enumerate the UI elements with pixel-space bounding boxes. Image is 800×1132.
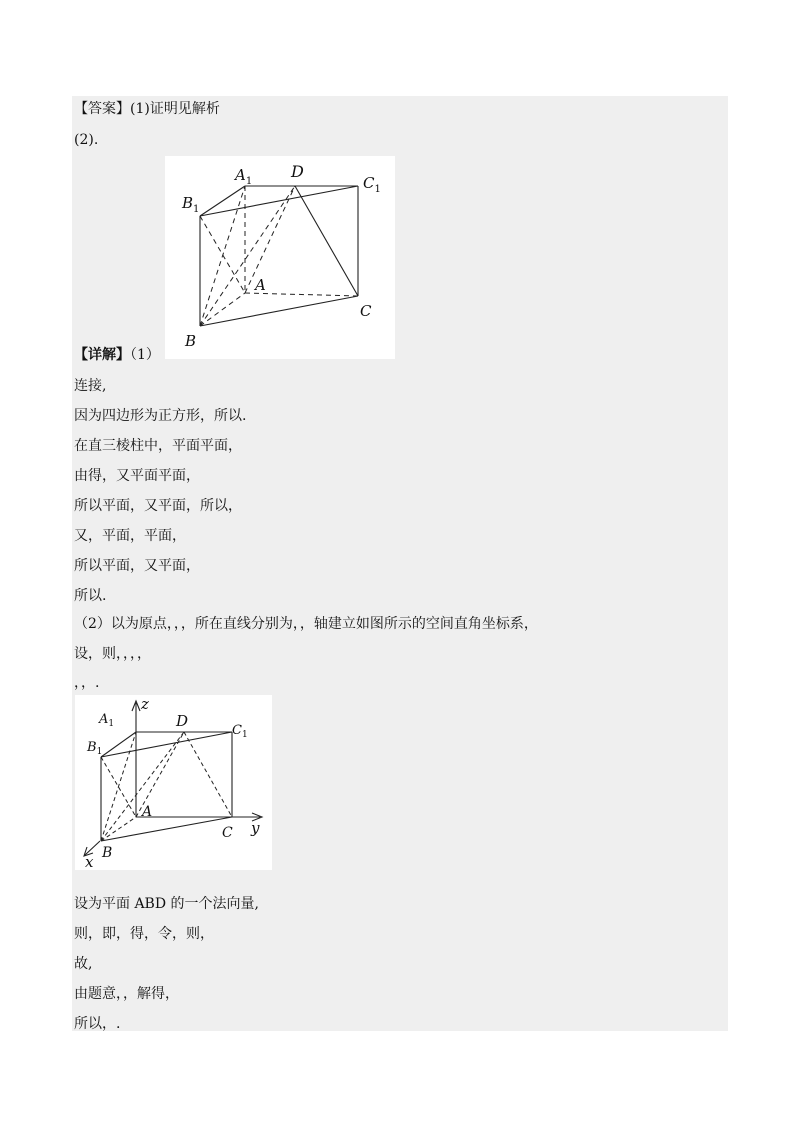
- tail-line-1: 设为平面 ABD 的一个法向量,: [74, 896, 259, 912]
- label-b: B: [185, 332, 197, 350]
- detail-line-10: 设，则，，，，: [74, 646, 151, 662]
- detail-line-5: 所以平面，又平面，所以，: [74, 498, 242, 514]
- prism-figure-2: [75, 695, 272, 870]
- edge-b1-c1: [200, 186, 358, 216]
- detail-heading: [74, 346, 160, 364]
- detail-line-3: 在直三棱柱中，平面平面，: [74, 438, 242, 454]
- edge2-b1-c1: [101, 732, 232, 757]
- label-a: A: [255, 276, 266, 294]
- hidden2-b-a1: [101, 732, 136, 841]
- label-c: C: [360, 302, 372, 320]
- tail-line-2: 则，即，得，令，则，: [74, 926, 214, 942]
- tail-line-4: 由题意，，解得，: [74, 986, 179, 1002]
- tail-line-5: 所以，.: [74, 1016, 121, 1032]
- prism-diagram-2: [75, 695, 272, 870]
- detail-part1-marker: （1）: [130, 347, 160, 363]
- edge2-b-c: [101, 817, 232, 841]
- tail-line-3: 故,: [74, 956, 93, 972]
- label2-y: y: [251, 819, 260, 837]
- detail-line-9: （2）以为原点，，，所在直线分别为，，轴建立如图所示的空间直角坐标系，: [74, 616, 538, 632]
- label-d: D: [291, 162, 304, 181]
- label2-x: x: [85, 853, 94, 870]
- label2-b1: $B_1$: [87, 740, 103, 757]
- hidden-edge-b-a1: [200, 186, 245, 326]
- answer-heading: [74, 100, 220, 118]
- hidden2-d-c: [184, 732, 232, 817]
- prism-figure-1: [165, 156, 395, 359]
- edge-b-c: [200, 296, 358, 326]
- label-a1: $A_1$: [235, 166, 253, 187]
- detail-line-1: 连接,: [74, 378, 107, 394]
- label2-z: z: [141, 695, 149, 713]
- detail-line-2: 因为四边形为正方形，所以.: [74, 408, 247, 424]
- detail-label: 【详解】: [74, 347, 130, 363]
- label-c1: $C_1$: [363, 174, 381, 195]
- label2-c: C: [222, 825, 233, 841]
- label2-a1: $A_1$: [99, 712, 115, 729]
- label-b1: $B_1$: [182, 194, 200, 215]
- detail-line-4: 由得，又平面平面，: [74, 468, 200, 484]
- prism-diagram-1: [165, 156, 395, 359]
- answer-label: 【答案】: [74, 101, 130, 117]
- detail-line-11: ，，.: [74, 675, 100, 691]
- detail-line-8: 所以.: [74, 588, 107, 604]
- label2-c1: $C_1$: [232, 723, 248, 740]
- hidden-edge-a-d: [245, 186, 295, 293]
- label2-b: B: [102, 845, 113, 861]
- answer-part2: (2).: [74, 132, 99, 148]
- label2-a: A: [142, 804, 153, 820]
- label2-d: D: [176, 712, 189, 730]
- edge-d-c: [295, 186, 358, 296]
- hidden-edge-b-a: [200, 293, 245, 326]
- detail-line-7: 所以平面，又平面，: [74, 558, 200, 574]
- answer-part1: (1)证明见解析: [130, 101, 220, 117]
- detail-line-6: 又，平面，平面，: [74, 528, 186, 544]
